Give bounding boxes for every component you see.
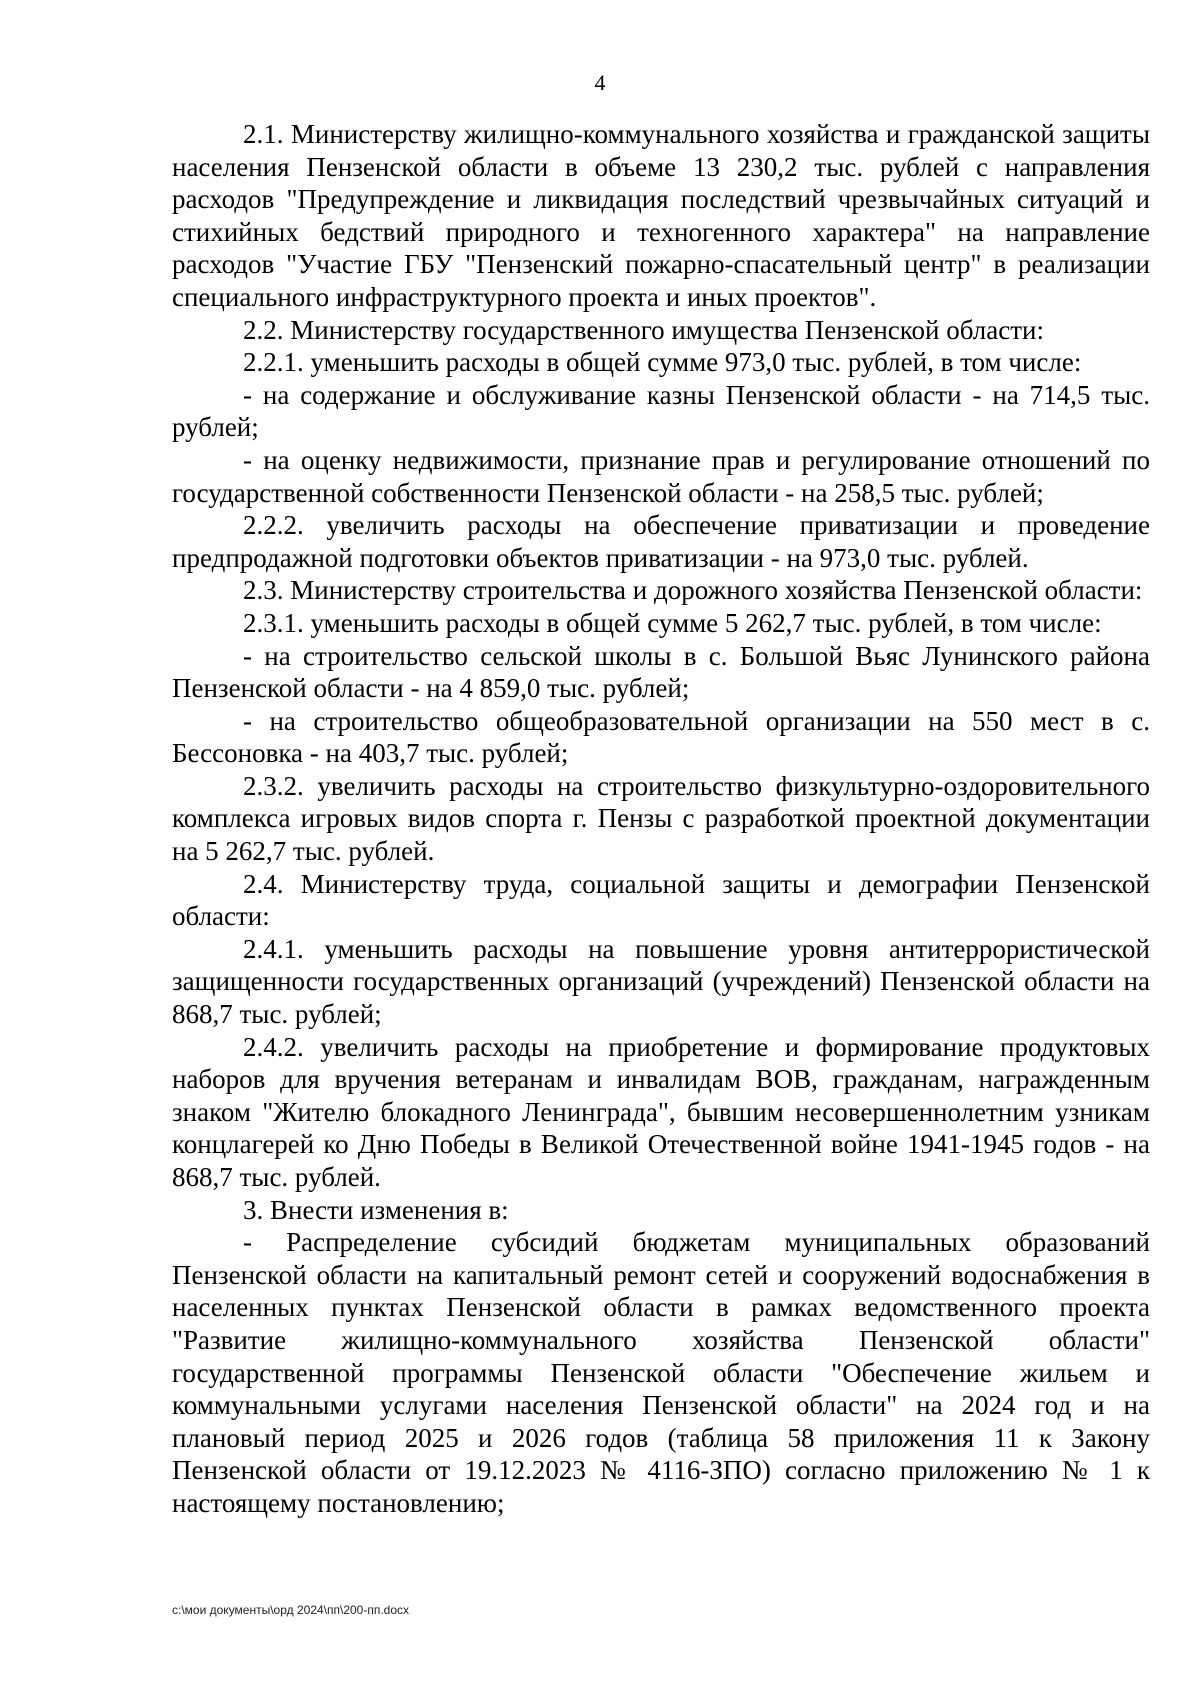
paragraph-2-1: 2.1. Министерству жилищно-коммунального хозяйства и гражданской защиты населения Пензенской области в объеме 13 230,2 тыс. рублей с направления расходов "Предупреждение и ликвидация последствий чрезвычайных ситуаций и стихийных бедствий природного и техногенного характера" на направление расходов "Участие ГБУ "Пензенский пожарно-спасательный центр" в реализации специального инфраструктурного проекта и иных проектов". [172,119,1150,312]
paragraph-2-4-1: 2.4.1. уменьшить расходы на повышение уровня антитеррористической защищенности государственных организаций (учреждений) Пензенской области на 868,7 тыс. рублей; [172,933,1150,1030]
list-item-treasury: - на содержание и обслуживание казны Пензенской области - на 714,5 тыс. рублей; [172,379,1150,443]
paragraph-2-4-2: 2.4.2. увеличить расходы на приобретение и формирование продуктовых наборов для вручения ветеранам и инвалидам ВОВ, гражданам, награжденным знаком "Жителю блокадного Ленинграда", бывшим несовершеннолетним узникам концлагерей ко Дню Победы в Великой Отечественной войне 1941-1945 годов - на 868,7 тыс. рублей. [172,1031,1150,1192]
paragraph-2-3-1: 2.3.1. уменьшить расходы в общей сумме 5 262,7 тыс. рублей, в том числе: [243,607,1102,638]
paragraph-2-3-2: 2.3.2. увеличить расходы на строительство физкультурно-оздоровительного комплекса игровых видов спорта г. Пензы с разработкой проектной документации на 5 262,7 тыс. рублей. [172,770,1150,867]
document-body [172,118,1150,1520]
page-number: 4 [594,70,606,95]
footer-file-path: c:\мои документы\орд 2024\пп\200-пп.docx [172,1603,410,1617]
paragraph-2-2-2: 2.2.2. увеличить расходы на обеспечение приватизации и проведение предпродажной подготовки объектов приватизации - на 973,0 тыс. рублей. [172,510,1150,573]
paragraph-2-4: 2.4. Министерству труда, социальной защиты и демографии Пензенской области: [172,868,1150,932]
list-item-property-valuation: - на оценку недвижимости, признание прав и регулирование отношений по государственной собственности Пензенской области - на 258,5 тыс. рублей; [172,444,1150,508]
paragraph-3: 3. Внести изменения в: [243,1194,509,1225]
list-item-bessonovka-school: - на строительство общеобразовательной организации на 550 мест в с. Бессоновка - на 403,7 тыс. рублей; [172,705,1150,769]
list-item-subsidies: - Распределение субсидий бюджетам муниципальных образований Пензенской области на капитальный ремонт сетей и сооружений водоснабжения в населенных пунктах Пензенской области в рамках ведомственного проекта "Развитие жилищно-коммунального хозяйства Пензенской области" государственной программы Пензенской области "Обеспечение жильем и коммунальными услугами населения Пензенской области" на 2024 год и на плановый период 2025 и 2026 годов (таблица 58 приложения 11 к Закону Пензенской области от 19.12.2023 № 4116-ЗПО) согласно приложению № 1 к настоящему постановлению; [172,1227,1150,1518]
paragraph-2-2-1: 2.2.1. уменьшить расходы в общей сумме 973,0 тыс. рублей, в том числе: [243,347,1082,378]
paragraph-2-3: 2.3. Министерству строительства и дорожного хозяйства Пензенской области: [243,575,1143,606]
list-item-rural-school: - на строительство сельской школы в с. Большой Вьяс Лунинского района Пензенской области - на 4 859,0 тыс. рублей; [172,640,1150,704]
paragraph-2-2: 2.2. Министерству государственного имущества Пензенской области: [243,314,1044,345]
